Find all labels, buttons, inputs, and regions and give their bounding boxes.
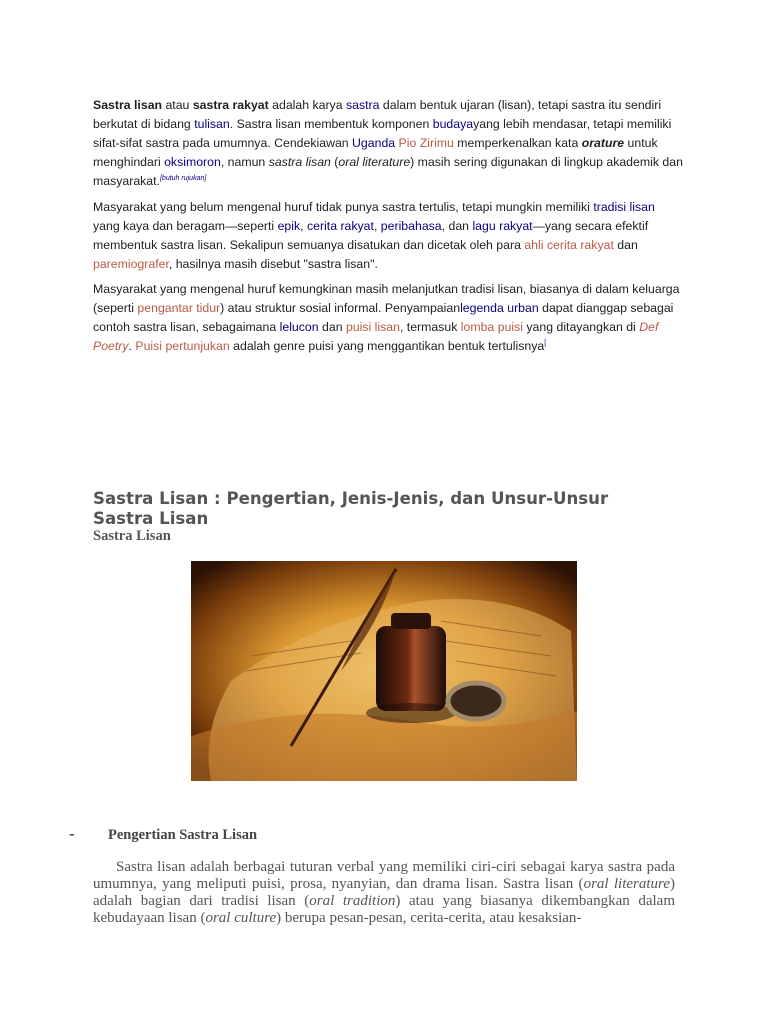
redlink-ahli-cerita-rakyat[interactable]: ahli cerita rakyat <box>524 238 614 252</box>
intro-paragraph-1 <box>93 96 683 191</box>
text-run: ) masih sering digunakan di lingkup akademik dan masyarakat. <box>93 155 683 188</box>
text-run: Sastra lisan adalah berbagai tuturan verbal yang memiliki ciri-ciri sebagai karya sastra pada umumnya, yang meliputi puisi, prosa, nyanyian, dan drama lisan. Sastra lisan ( <box>93 859 675 892</box>
text-run: atau <box>162 98 193 112</box>
text-run: —yang secara efektif membentuk sastra lisan. Sekalipun semuanya disatukan dan dicetak oleh para <box>93 219 649 252</box>
citation-needed-link[interactable]: [butuh rujukan] <box>159 175 207 182</box>
text-run: , hasilnya masih disebut "sastra lisan". <box>168 257 378 271</box>
term-sastra-lisan: Sastra lisan <box>93 98 163 112</box>
text-run: adalah genre puisi yang menggantikan bentuk tertulisnya <box>229 339 545 353</box>
text-run: adalah karya <box>268 98 346 112</box>
link-uganda[interactable]: Uganda <box>352 136 396 150</box>
text-run: , <box>300 219 307 233</box>
redlink-paremiografer[interactable]: paremiografer <box>93 257 169 271</box>
text-run: ) atau yang biasanya dikembangkan dalam kebudayaan lisan ( <box>93 893 675 926</box>
text-run: ) atau struktur sosial informal. Penyampaian <box>220 301 461 315</box>
text-run: yang lebih mendasar, tetapi memiliki sifat-sifat sastra pada umumnya. Cendekiawan <box>93 117 672 150</box>
link-oksimoron[interactable]: oksimoron <box>164 155 221 169</box>
text-run: Masyarakat yang mengenal huruf kemungkinan masih melanjutkan tradisi lisan, biasanya di dalam keluarga (seperti <box>93 282 680 315</box>
term-oral-literature: oral literature <box>338 155 411 169</box>
article-subtitle: Sastra Lisan <box>93 528 171 544</box>
link-peribahasa[interactable]: peribahasa <box>380 219 442 233</box>
link-legenda-urban[interactable]: legenda urban <box>460 301 539 315</box>
text-run: dan <box>613 238 638 252</box>
article-title: Sastra Lisan : Pengertian, Jenis-Jenis, dan Unsur-Unsur Sastra Lisan <box>93 489 609 528</box>
redlink-puisi-pertunjukan[interactable]: Puisi pertunjukan <box>135 339 230 353</box>
text-run: untuk menghindari <box>93 136 658 169</box>
link-cerita-rakyat[interactable]: cerita rakyat <box>306 219 374 233</box>
bullet-dash: - <box>69 824 75 843</box>
text-run: Masyarakat yang belum mengenal huruf tidak punya sastra tertulis, tetapi mungkin memiliki <box>93 200 594 214</box>
quill-inkwell-image <box>191 561 577 781</box>
text-run: dalam bentuk ujaran (lisan), tetapi sastra itu sendiri berkutat di bidang <box>93 98 662 131</box>
inkwell-base-shadow <box>366 703 456 723</box>
text-run: memperkenalkan kata <box>453 136 582 150</box>
redlink-pengantar-tidur[interactable]: pengantar tidur <box>137 301 221 315</box>
inkwell-neck <box>391 613 431 629</box>
link-epik[interactable]: epik <box>277 219 301 233</box>
ink-lid-ring <box>448 683 504 719</box>
text-run: ( <box>330 155 339 169</box>
section-body-paragraph <box>93 859 675 927</box>
inkwell-body <box>376 626 446 711</box>
link-tradisi-lisan[interactable]: tradisi lisan <box>593 200 655 214</box>
redlink-lomba-puisi[interactable]: lomba puisi <box>460 320 523 334</box>
text-run: yang ditayangkan di <box>522 320 640 334</box>
text-run: , termasuk <box>399 320 461 334</box>
text-run: dan <box>318 320 346 334</box>
section-title: Pengertian Sastra Lisan <box>108 827 258 843</box>
text-run: yang kaya dan beragam—seperti <box>93 219 278 233</box>
quill-inkwell-illustration <box>191 561 577 781</box>
link-lagu-rakyat[interactable]: lagu rakyat <box>472 219 533 233</box>
intro-paragraph-3 <box>93 280 683 356</box>
text-run: ) berupa pesan-pesan, cerita-cerita, atau kesaksian- <box>276 910 582 926</box>
redlink-pio-zirimu[interactable]: Pio Zirimu <box>398 136 454 150</box>
text-run: . Sastra lisan membentuk komponen <box>229 117 433 131</box>
text-run: dapat dianggap sebagai contoh sastra lisan, sebagaimana <box>93 301 674 334</box>
term-sastra-lisan-italic: sastra lisan <box>268 155 331 169</box>
redlink-def-poetry[interactable]: Def Poetry <box>93 320 659 353</box>
text-run: , namun <box>220 155 269 169</box>
term-sastra-rakyat: sastra rakyat <box>192 98 269 112</box>
text-run: , <box>373 219 381 233</box>
intro-paragraph-2 <box>93 198 683 274</box>
term-oral-culture: oral culture <box>205 910 277 926</box>
link-lelucon[interactable]: lelucon <box>279 320 319 334</box>
link-tulisan[interactable]: tulisan <box>194 117 230 131</box>
term-orature: orature <box>581 136 625 150</box>
redlink-puisi-lisan[interactable]: puisi lisan <box>345 320 400 334</box>
text-run: . <box>128 339 136 353</box>
text-run: , dan <box>441 219 473 233</box>
text-run: ) adalah bagian dari tradisi lisan ( <box>93 876 675 909</box>
link-budaya[interactable]: budaya <box>432 117 474 131</box>
term-oral-tradition: oral tradition <box>309 893 396 909</box>
citation-link[interactable]: [ <box>544 340 547 347</box>
link-sastra[interactable]: sastra <box>345 98 380 112</box>
term-oral-literature-serif: oral literature <box>583 876 670 892</box>
